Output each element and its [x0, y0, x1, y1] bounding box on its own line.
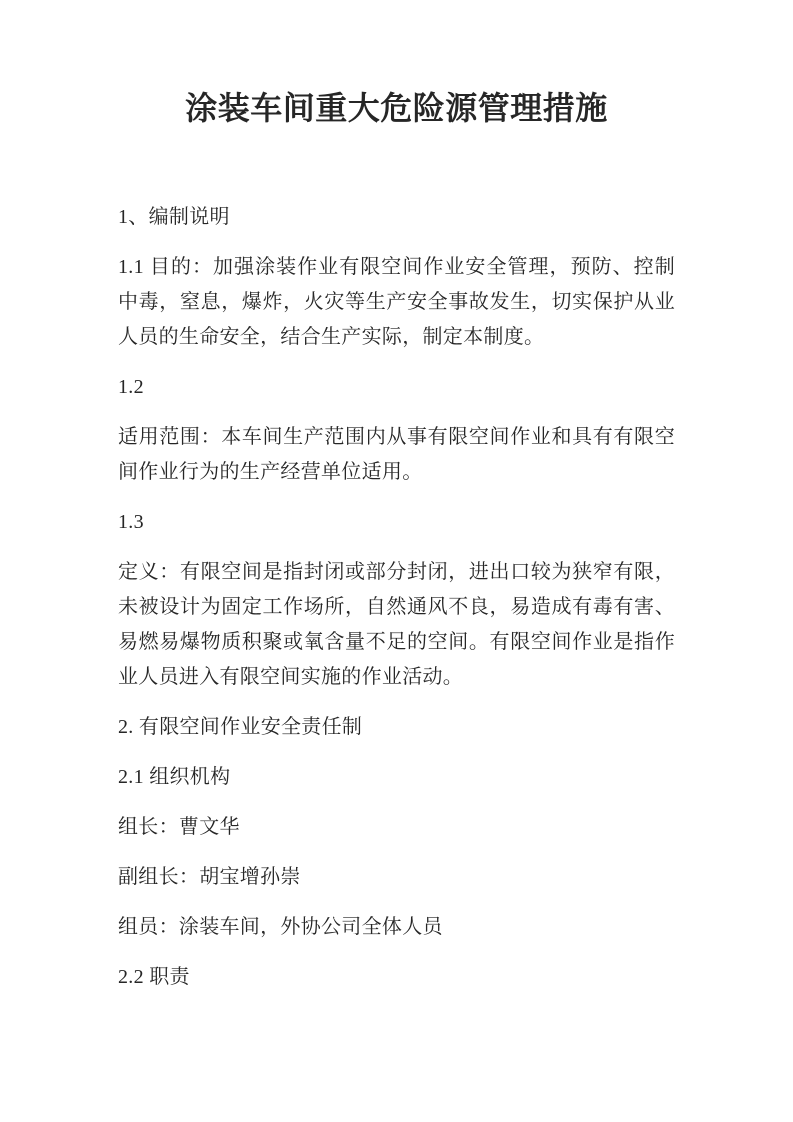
paragraph-deputy-leaders: 副组长：胡宝增孙崇	[118, 866, 301, 888]
paragraph-2-2-heading: 2.2 职责	[118, 966, 190, 988]
paragraph-definition: 定义：有限空间是指封闭或部分封闭，进出口较为狭窄有限，未被设计为固定工作场所，自然通风不良，易造成有毒有害、易燃易爆物质积聚或氧含量不足的空间。有限空间作业是指作业人员进入有限空间实施的作业活动。	[118, 561, 675, 688]
paragraph-1-2-number: 1.2	[118, 376, 144, 398]
paragraph-scope: 适用范围：本车间生产范围内从事有限空间作业和具有有限空间作业行为的生产经营单位适用。	[118, 426, 675, 483]
document-title: 涂装车间重大危险源管理措施	[185, 90, 608, 126]
paragraph-1-3-number: 1.3	[118, 511, 144, 533]
paragraph-group-leader: 组长：曹文华	[118, 816, 240, 838]
paragraph-2-1-heading: 2.1 组织机构	[118, 766, 231, 788]
paragraph-1-1-purpose: 1.1 目的：加强涂装作业有限空间作业安全管理，预防、控制中毒，窒息，爆炸，火灾等生产安全事故发生，切实保护从业人员的生命安全，结合生产实际，制定本制度。	[118, 256, 675, 348]
paragraph-section-2-heading: 2. 有限空间作业安全责任制	[118, 716, 363, 738]
paragraph-section-1-heading: 1、编制说明	[118, 206, 230, 228]
paragraph-group-members: 组员：涂装车间，外协公司全体人员	[118, 916, 443, 938]
